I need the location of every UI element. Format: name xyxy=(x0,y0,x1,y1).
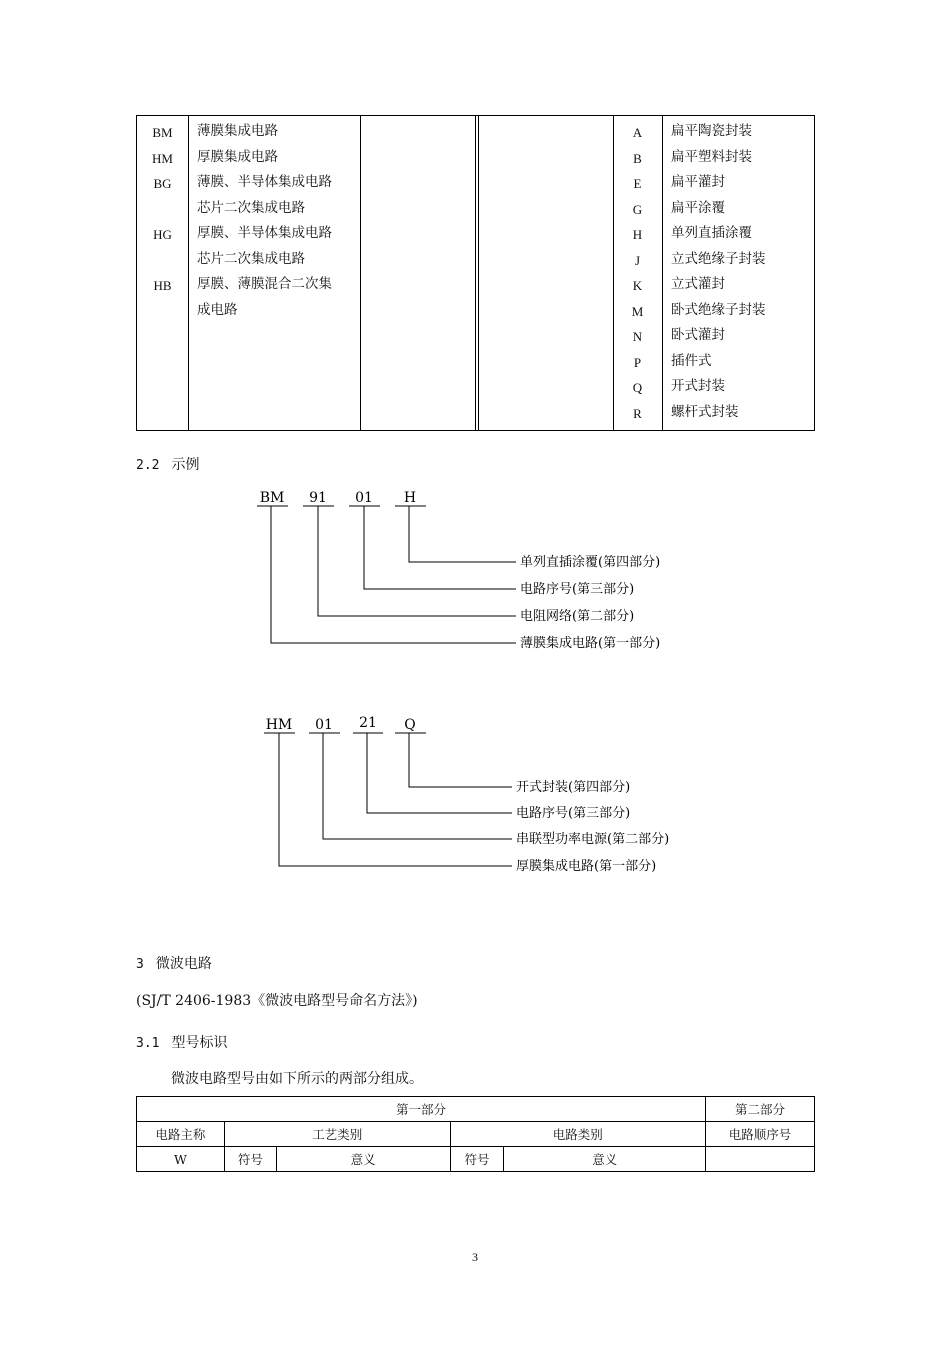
section-number: 3 xyxy=(136,957,144,972)
table-cell: 厚膜、半导体集成电路 xyxy=(197,225,332,241)
package-code-column xyxy=(613,120,662,426)
table-row xyxy=(137,1122,815,1147)
table-cell: 卧式绝缘子封装 xyxy=(671,301,766,318)
table-cell: 芯片二次集成电路 xyxy=(197,250,305,267)
table-cell: G xyxy=(632,201,643,217)
table-cell: HB xyxy=(153,278,172,293)
table-cell: 扁平涂覆 xyxy=(671,199,725,216)
table-cell: 符号 xyxy=(224,1147,276,1172)
table-cell: BG xyxy=(153,176,172,191)
circuit-code-column xyxy=(137,120,188,299)
circuit-name-column xyxy=(197,119,362,323)
table-cell: M xyxy=(631,303,644,319)
part-label: 厚膜集成电路(第一部分) xyxy=(516,859,657,874)
table-header-cell: 第一部分 xyxy=(137,1097,706,1122)
table-divider xyxy=(188,116,189,430)
standard-reference: (SJ/T 2406-1983《微波电路型号命名方法》) xyxy=(136,993,418,1009)
table-cell: 意义 xyxy=(504,1147,706,1172)
table-cell: 扁平塑料封装 xyxy=(671,148,752,165)
table-cell: 立式灌封 xyxy=(671,276,725,292)
table-cell: 螺杆式封装 xyxy=(671,403,739,420)
example-diagram-1 xyxy=(0,480,950,660)
table-row xyxy=(137,1147,815,1172)
table-cell: BM xyxy=(152,125,173,140)
table-cell: R xyxy=(633,405,642,421)
package-name-column xyxy=(671,119,811,425)
table-cell: HG xyxy=(153,227,172,242)
section-title: 型号标识 xyxy=(171,1035,228,1051)
table-cell: 薄膜、半导体集成电路 xyxy=(197,174,332,190)
table-cell: N xyxy=(632,329,643,344)
model-part-1: HM xyxy=(265,717,293,733)
table-header-cell: 第二部分 xyxy=(706,1097,815,1122)
table-header-cell: 电路顺序号 xyxy=(706,1122,815,1147)
table-divider xyxy=(478,116,479,430)
part-label: 薄膜集成电路(第一部分) xyxy=(520,636,661,651)
table-cell: 意义 xyxy=(276,1147,450,1172)
table-cell: 厚膜集成电路 xyxy=(197,148,278,165)
table-cell: 符号 xyxy=(450,1147,504,1172)
example-diagram-2 xyxy=(0,707,950,887)
table-header-cell: 电路类别 xyxy=(450,1122,706,1147)
model-part-2: 91 xyxy=(309,490,327,506)
table-header-cell: 电路主称 xyxy=(137,1122,225,1147)
section-title: 微波电路 xyxy=(155,956,212,972)
table-cell: 厚膜、薄膜混合二次集 xyxy=(197,276,332,292)
section-heading-2-2 xyxy=(136,454,199,474)
part-label: 串联型功率电源(第二部分) xyxy=(516,832,670,847)
table-cell: 卧式灌封 xyxy=(671,327,725,343)
table-cell: 成电路 xyxy=(197,301,238,318)
section-number: 3.1 xyxy=(136,1036,160,1051)
part-label: 电阻网络(第二部分) xyxy=(520,609,635,624)
part-label: 单列直插涂覆(第四部分) xyxy=(520,555,661,570)
table-divider xyxy=(475,116,476,430)
table-cell xyxy=(137,248,188,274)
section-title: 示例 xyxy=(171,457,200,473)
intro-paragraph: 微波电路型号由如下所示的两部分组成。 xyxy=(171,1071,423,1087)
part-label: 电路序号(第三部分) xyxy=(516,806,631,821)
table-cell: 扁平灌封 xyxy=(671,174,725,190)
table-divider xyxy=(662,116,663,430)
model-part-4: H xyxy=(403,490,417,506)
table-cell: H xyxy=(632,227,643,242)
table-cell: Q xyxy=(632,380,643,395)
table-cell xyxy=(137,197,188,223)
table-cell: A xyxy=(632,125,643,140)
table-cell: E xyxy=(633,176,642,191)
table-cell: 芯片二次集成电路 xyxy=(197,199,305,216)
table-cell: K xyxy=(632,278,643,293)
model-part-3: 01 xyxy=(355,490,373,506)
table-header-cell: 工艺类别 xyxy=(224,1122,450,1147)
section-number: 2.2 xyxy=(136,458,160,473)
model-part-3: 21 xyxy=(359,715,377,731)
table-row xyxy=(137,1097,815,1122)
table-cell xyxy=(706,1147,815,1172)
table-cell: 扁平陶瓷封装 xyxy=(671,123,752,139)
part-label: 电路序号(第三部分) xyxy=(520,582,635,597)
model-part-2: 01 xyxy=(315,717,333,733)
table-cell: 单列直插涂覆 xyxy=(671,225,752,241)
model-part-4: Q xyxy=(404,717,416,733)
table-cell: 开式封装 xyxy=(671,378,725,394)
section-heading-3 xyxy=(136,953,212,973)
table-cell: J xyxy=(634,252,641,268)
model-part-1: BM xyxy=(259,490,285,506)
section-heading-3-1 xyxy=(136,1032,227,1052)
part-label: 开式封装(第四部分) xyxy=(516,780,631,795)
table-cell: 立式绝缘子封装 xyxy=(671,250,766,267)
table-cell: B xyxy=(633,150,642,166)
table-cell: 薄膜集成电路 xyxy=(197,123,278,139)
microwave-model-table xyxy=(136,1096,815,1172)
table-cell: P xyxy=(633,354,642,370)
page-number: 3 xyxy=(472,1250,478,1264)
table-cell: W xyxy=(137,1147,225,1172)
table-cell: 插件式 xyxy=(671,352,712,369)
table-cell: HM xyxy=(152,150,173,166)
package-code-table xyxy=(136,115,815,431)
